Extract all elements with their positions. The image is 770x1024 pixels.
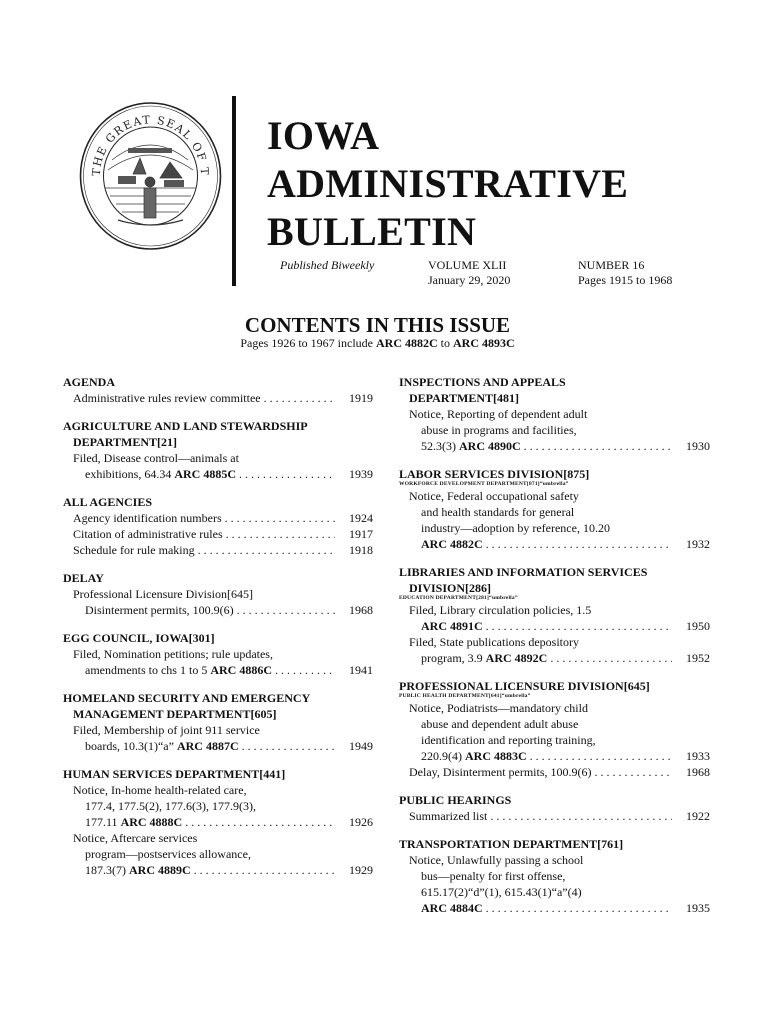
entry-citation: 220.9(4) [421,749,462,763]
arc-number: ARC 4888C [120,815,183,829]
section-heading [399,564,710,596]
umbrella-department: EDUCATION DEPARTMENT[281]“umbrella” [399,595,518,601]
umbrella-department: PUBLIC HEALTH DEPARTMENT[641]“umbrella” [399,693,531,699]
page-range: Pages 1915 to 1968 [578,273,673,287]
toc-entry[interactable] [399,808,710,824]
title-line-2: ADMINISTRATIVE [267,161,629,206]
contents-heading: CONTENTS IN THIS ISSUE [244,313,511,337]
section-heading-line-2: DEPARTMENT[21] [73,435,178,449]
entry-line: 615.17(2)“d”(1), 615.43(1)“a”(4) [421,885,582,899]
section-heading [63,690,373,722]
arc-number: ARC 4884C [421,901,483,915]
section-heading [399,374,710,406]
toc-entry[interactable] [399,900,710,916]
section-homeland-security [63,690,373,754]
entry-text [421,650,672,666]
entry-line: abuse in programs and facilities, [421,423,577,437]
state-seal-image [78,100,223,252]
entry-line: Professional Licensure Division[645] [73,587,253,601]
arc-number: ARC 4883C [465,749,527,763]
section-heading-line-2: DEPARTMENT[481] [409,391,520,405]
section-heading: AGENDA [63,375,116,389]
umbrella-department: WORKFORCE DEVELOPMENT DEPARTMENT[871]“umbrella” [399,481,569,487]
section-all-agencies [63,494,373,558]
section-heading-line-1: HOMELAND SECURITY AND EMERGENCY [63,691,311,705]
section-heading: TRANSPORTATION DEPARTMENT[761] [399,837,624,851]
toc-entry[interactable] [63,390,373,406]
toc-entry[interactable] [399,764,710,780]
page-number: 1918 [349,543,373,557]
section-labor-services [399,466,710,552]
entry-line: Filed, Nomination petitions; rule updates, [73,647,273,661]
volume-info [428,258,510,288]
section-heading-line-1: AGRICULTURE AND LAND STEWARDSHIP [63,419,308,433]
page-number: 1939 [349,467,373,481]
toc-entry[interactable] [399,650,710,666]
section-heading: PUBLIC HEARINGS [399,793,512,807]
page-number: 1930 [686,439,710,453]
toc-entry[interactable] [63,814,373,830]
section-heading-line-2: DIVISION[286] [409,581,492,595]
entry-text [421,536,672,552]
issue-info [578,258,672,288]
entry-line: identification and reporting training, [421,733,596,747]
section-transportation [399,836,710,916]
entry-citation: program, 3.9 [421,651,483,665]
arc-number: ARC 4886C [210,663,272,677]
section-public-hearings [399,792,710,824]
entry-line: bus—penalty for first offense, [421,869,566,883]
entry-line: Filed, Disease control—animals at [73,451,239,465]
toc-entry[interactable] [63,602,373,618]
contents-sub-to: ARC 4893C [453,336,515,350]
contents-subheading [0,336,755,351]
page-number: 1950 [686,619,710,633]
entry-text [85,466,335,482]
published-frequency: Published Biweekly [280,258,375,272]
entry-text: Summarized list . . . [409,808,672,824]
entry-text: Delay, Disinterment permits, 100.9(6) . . . [409,764,672,780]
toc-entry[interactable] [63,510,373,526]
section-agriculture [63,418,373,482]
entry-text [85,862,335,878]
section-heading-line-1: LIBRARIES AND INFORMATION SERVICES [399,565,648,579]
page-number: 1924 [349,511,373,525]
entry-line: Notice, Federal occupational safety [409,489,579,503]
entry-citation: 52.3(3) [421,439,456,453]
contents-sub-from: ARC 4882C [375,336,438,350]
entry-line: program—postservices allowance, [85,847,251,861]
entry-text [421,900,672,916]
page-number: 1926 [349,815,373,829]
section-heading: LABOR SERVICES DIVISION[875] [399,467,590,481]
page-number: 1932 [686,537,710,551]
toc-entry[interactable] [63,662,373,678]
section-professional-licensure [399,678,710,780]
page-number: 1935 [686,901,710,915]
entry-line: Filed, Library circulation policies, 1.5 [409,603,592,617]
section-heading-line-1: INSPECTIONS AND APPEALS [399,375,566,389]
arc-number: ARC 4891C [421,619,483,633]
section-heading: HUMAN SERVICES DEPARTMENT[441] [63,767,286,781]
toc-entry[interactable] [399,536,710,552]
page-number: 1933 [686,749,710,763]
entry-line: Notice, In-home health-related care, [73,783,247,797]
section-heading: EGG COUNCIL, IOWA[301] [63,631,215,645]
entry-citation: boards, 10.3(1)“a” [85,739,174,753]
bulletin-title [267,112,628,256]
title-line-1: IOWA [267,113,380,158]
section-delay [63,570,373,618]
toc-entry[interactable] [63,526,373,542]
section-inspections [399,374,710,454]
entry-line: Notice, Aftercare services [73,831,198,845]
contents-left-column [63,374,373,890]
issue-date: January 29, 2020 [428,273,511,287]
entry-text [85,814,335,830]
section-egg-council [63,630,373,678]
entry-text [421,748,672,764]
entry-line: industry—adoption by reference, 10.20 [421,521,610,535]
svg-text:THE GREAT SEAL OF THE STATE OF: THE GREAT SEAL OF T [89,113,212,177]
entry-text [421,438,672,454]
section-heading [63,418,373,450]
entry-line: and health standards for general [421,505,575,519]
entry-text: Citation of administrative rules . . . [73,526,335,542]
page-number: 1952 [686,651,710,665]
section-heading-line-2: MANAGEMENT DEPARTMENT[605] [73,707,277,721]
section-heading: ALL AGENCIES [63,495,153,509]
toc-entry[interactable] [63,738,373,754]
title-line-3: BULLETIN [267,209,477,254]
toc-entry[interactable] [63,542,373,558]
entry-text [85,662,335,678]
header-divider [232,96,236,286]
page-number: 1968 [349,603,373,617]
entry-citation: 177.11 [85,815,118,829]
page-number: 1949 [349,739,373,753]
entry-line: Notice, Podiatrists—mandatory child [409,701,588,715]
toc-entry[interactable] [399,618,710,634]
arc-number: ARC 4882C [421,537,483,551]
entry-citation: amendments to chs 1 to 5 [85,663,208,677]
contents-sub-mid: to [440,336,450,350]
entry-line: Filed, State publications depository [409,635,579,649]
arc-number: ARC 4887C [176,739,239,753]
toc-entry[interactable] [399,438,710,454]
toc-entry[interactable] [63,862,373,878]
entry-text [85,738,335,754]
entry-text: Schedule for rule making . . . [73,542,335,558]
arc-number: ARC 4892C [485,651,548,665]
page-number: 1917 [349,527,373,541]
arc-number: ARC 4890C [459,439,521,453]
toc-entry[interactable] [399,748,710,764]
section-agenda [63,374,373,406]
entry-text: Agency identification numbers . . . [73,510,335,526]
section-heading: DELAY [63,571,104,585]
entry-text: Administrative rules review committee . . . [73,390,335,406]
section-heading: PROFESSIONAL LICENSURE DIVISION[645] [399,679,650,693]
entry-line: Notice, Unlawfully passing a school [409,853,584,867]
volume-number: VOLUME XLII [428,258,507,272]
entry-line: Filed, Membership of joint 911 service [73,723,260,737]
toc-entry[interactable] [63,466,373,482]
page-number: 1968 [686,765,710,779]
entry-text [421,618,672,634]
entry-citation: 187.3(7) [85,863,126,877]
page-number: 1941 [349,663,373,677]
issue-number: NUMBER 16 [578,258,645,272]
entry-line: Notice, Reporting of dependent adult [409,407,588,421]
section-human-services [63,766,373,878]
entry-line: 177.4, 177.5(2), 177.6(3), 177.9(3), [85,799,256,813]
entry-text: Disinterment permits, 100.9(6) . . . [85,602,335,618]
entry-line: abuse and dependent adult abuse [421,717,579,731]
contents-right-column [399,374,710,928]
contents-sub-prefix: Pages 1926 to 1967 include [240,336,373,350]
page-number: 1922 [686,809,710,823]
arc-number: ARC 4889C [129,863,191,877]
entry-citation: exhibitions, 64.34 [85,467,172,481]
page-number: 1929 [349,863,373,877]
page-number: 1919 [349,391,373,405]
arc-number: ARC 4885C [174,467,237,481]
section-libraries [399,564,710,666]
